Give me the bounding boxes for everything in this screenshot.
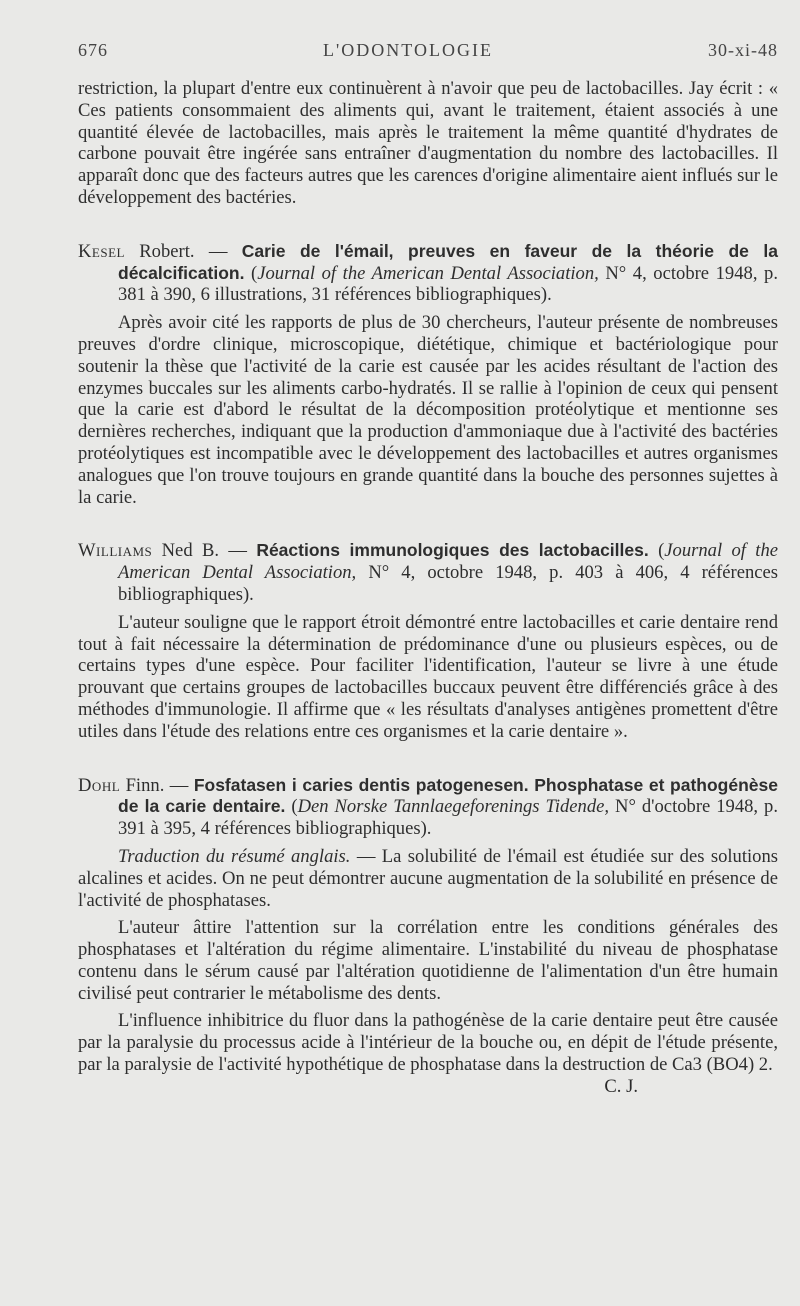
ref-details: N° 4, octobre 1948, p. 381 à 390, 6 illustrations, 31 références bibliographiques). bbox=[118, 262, 778, 306]
translation-label: Traduction du résumé anglais. bbox=[118, 845, 351, 867]
abstract-paragraph: L'auteur âttire l'attention sur la corrélation entre les conditions générales des phosphatases et l'altération du régime alimentaire. L'instabilité du niveau de phosphatase contenu dans le sérum causé par l'altération quotidienne de l'alimentation d'un être humain civilisé peut contrarier le métabolisme des dents. bbox=[78, 917, 778, 1004]
ref-open: ( bbox=[285, 796, 298, 818]
translation-paragraph bbox=[78, 846, 778, 911]
ref-journal: Journal of the American Dental Association, bbox=[118, 540, 778, 584]
entry-heading bbox=[78, 540, 778, 605]
abstract-entry-williams bbox=[78, 540, 778, 742]
journal-title: L'ODONTOLOGIE bbox=[323, 40, 493, 60]
author-surname: Dohl bbox=[78, 774, 121, 796]
entry-heading bbox=[78, 241, 778, 306]
ref-details: N° d'octobre 1948, p. 391 à 395, 4 références bibliographiques). bbox=[118, 796, 779, 840]
entry-heading bbox=[78, 775, 778, 840]
page-number: 676 bbox=[78, 40, 108, 60]
author-surname: Kesel bbox=[78, 240, 125, 262]
ref-open: ( bbox=[648, 540, 665, 562]
author-surname: Williams bbox=[78, 540, 153, 562]
intro-paragraph: restriction, la plupart d'entre eux continuèrent à n'avoir que peu de lactobacilles. Jay écrit : « Ces patients consommaient des aliments qui, avant le traitement, étaient associés à une quantité élevée de lactobacilles, mais après le traitement la même quantité d'hydrates de carbone pouvait être ingérée sans entraîner d'augmentation du nombre des lactobacilles. Il apparaît donc que des facteurs autres que les carences d'origine alimentaire aient influés sur le développement des bactéries. bbox=[78, 78, 778, 208]
abstract-entry-dohl bbox=[78, 775, 778, 1098]
reviewer-signature: C. J. bbox=[604, 1075, 638, 1097]
ref-open: ( bbox=[244, 262, 258, 284]
article-title: Réactions immunologiques des lactobacilles. bbox=[256, 540, 649, 561]
ref-journal: Den Norske Tannlaegeforenings Tidende, bbox=[297, 796, 610, 818]
abstract-entry-kesel bbox=[78, 241, 778, 509]
abstract-paragraph: L'auteur souligne que le rapport étroit démontré entre lactobacilles et carie dentaire rend tout à fait nécessaire la détermination de prédominance d'une ou plusieurs espèces, ou de certains types d'une espèce. Pour faciliter l'identification, l'auteur se livre à une étude prouvant que certains groupes de lactobacilles buccaux peuvent être différenciés grâce à des méthodes d'immunologie. Il affirme que « les résultats d'analyses antigènes promettent d'être utiles dans l'étude des relations entre ces organismes et la carie dentaire ». bbox=[78, 611, 778, 742]
article-title: Carie de l'émail, preuves en faveur de la théorie de la décalcification. bbox=[118, 240, 778, 283]
author-given: Robert. — bbox=[124, 240, 242, 262]
article-title: Fosfatasen i caries dentis patogenesen. Phosphatase et pathogénèse de la carie dentaire. bbox=[118, 774, 778, 817]
ref-journal: Journal of the American Dental Association, bbox=[257, 262, 599, 284]
abstract-paragraph: Après avoir cité les rapports de plus de 30 chercheurs, l'auteur présente de nombreuses preuves d'ordre clinique, microscopique, diététique, chimique et bactériologique pour soutenir la thèse que l'activité de la carie est causée par les acides résultant de l'action des enzymes buccales sur les aliments carbo-hydratés. Il se rallie à l'opinion de ceux qui pensent que la carie est d'abord le résultat de la décomposition protéolytique et mentionne ses dernières recherches, indiquant que la production d'ammoniaque due à l'activité des bactéries protéolytiques est incompatible avec le développement des lactobacilles et autres organismes analogues que l'on trouve toujours en grande quantité dans la bouche des personnes sujettes à la carie. bbox=[78, 312, 778, 508]
author-given: Finn. — bbox=[120, 774, 194, 796]
translation-text: — La solubilité de l'émail est étudiée sur des solutions alcalines et acides. On ne peut démontrer aucune augmentation de la solubilité en présence de l'activité de phosphatases. bbox=[78, 845, 778, 911]
author-given: Ned B. — bbox=[152, 540, 257, 562]
ref-details: N° 4, octobre 1948, p. 403 à 406, 4 références bibliographiques). bbox=[118, 562, 778, 605]
abstract-paragraph: L'influence inhibitrice du fluor dans la pathogénèse de la carie dentaire peut être causée par la paralysie du processus acide à l'intérieur de la bouche ou, en dépit de l'étude présente, par la paralysie de l'activité hypothétique de phosphatase dans la destruction de Ca3 (BO4) 2. bbox=[78, 1010, 778, 1076]
issue-date: 30-xi-48 bbox=[707, 40, 778, 60]
running-header bbox=[78, 40, 778, 70]
